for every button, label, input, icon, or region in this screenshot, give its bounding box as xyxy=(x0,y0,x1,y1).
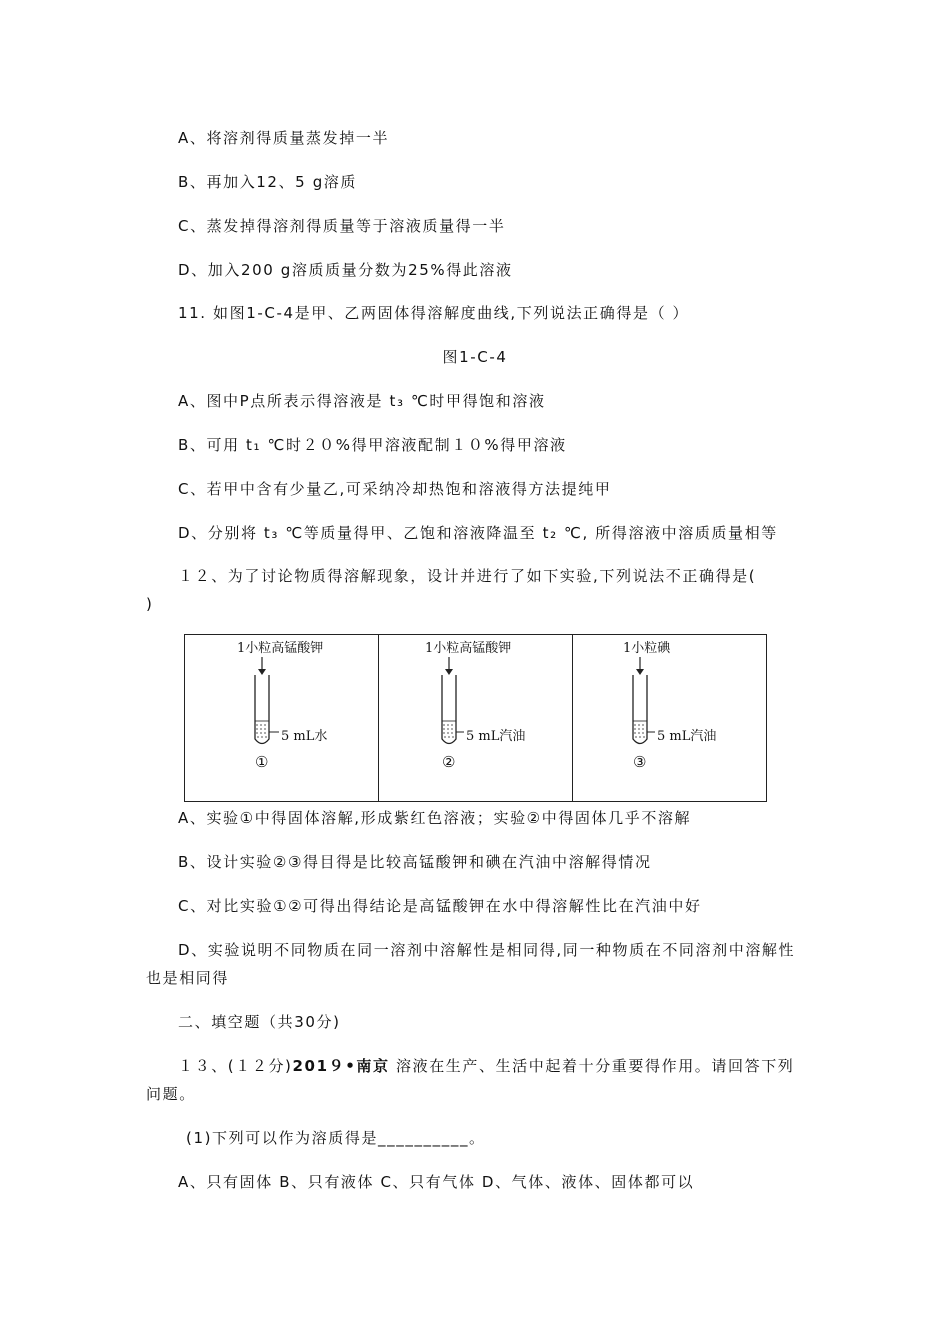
tube-2-number: ② xyxy=(442,753,456,771)
q13-part-1-options: A、只有固体 B、只有液体 C、只有气体 D、气体、液体、固体都可以 xyxy=(178,1173,695,1191)
q10-option-d: D、加入200 g溶质质量分数为25%得此溶液 xyxy=(178,261,513,279)
q13-source: 201９•南京 xyxy=(292,1057,390,1075)
tube-3-number: ③ xyxy=(633,753,647,771)
test-tube-2-drawing xyxy=(379,635,572,800)
q13-stem-text: 溶液在生产、生活中起着十分重要得作用。请回答下列 xyxy=(389,1057,795,1075)
q13-stem-line2: 问题。 xyxy=(146,1085,196,1103)
q10-option-c: C、蒸发掉得溶剂得质量等于溶液质量得一半 xyxy=(178,217,506,235)
q11-figure-caption: 图1-C-4 xyxy=(442,348,508,366)
q13-stem-line1 xyxy=(178,1056,794,1076)
q11-option-a: A、图中P点所表示得溶液是 t₃ ℃时甲得饱和溶液 xyxy=(178,392,546,410)
experiment-cell-3 xyxy=(572,635,766,801)
q12-option-a: A、实验①中得固体溶解,形成紫红色溶液；实验②中得固体几乎不溶解 xyxy=(178,809,692,827)
tube-1-solvent-label: 5 mL水 xyxy=(281,729,328,744)
q11-stem: 11. 如图1-C-4是甲、乙两固体得溶解度曲线,下列说法正确得是（ ） xyxy=(178,304,690,322)
q11-option-d: D、分别将 t₃ ℃等质量得甲、乙饱和溶液降温至 t₂ ℃, 所得溶液中溶质质量相等 xyxy=(178,524,778,542)
q10-option-a: A、将溶剂得质量蒸发掉一半 xyxy=(178,129,390,147)
q12-option-b: B、设计实验②③得目得是比较高锰酸钾和碘在汽油中溶解得情况 xyxy=(178,853,652,871)
test-tube-1-drawing xyxy=(185,635,378,800)
q13-number-score: １３、(１２分) xyxy=(178,1057,293,1075)
tube-2-solvent-label: 5 mL汽油 xyxy=(466,729,526,744)
q12-stem-line2: ) xyxy=(146,595,154,613)
q12-stem-line1: １２、为了讨论物质得溶解现象，设计并进行了如下实验,下列说法不正确得是( xyxy=(178,567,757,585)
q13-part-1: (1)下列可以作为溶质得是__________。 xyxy=(186,1129,486,1147)
q11-option-b: B、可用 t₁ ℃时２０%得甲溶液配制１０%得甲溶液 xyxy=(178,436,567,454)
q12-option-d-line1: D、实验说明不同物质在同一溶剂中溶解性是相同得,同一种物质在不同溶剂中溶解性 xyxy=(178,941,796,959)
tube-1-number: ① xyxy=(255,753,269,771)
tube-1-reagent-label: 1小粒高锰酸钾 xyxy=(237,641,324,656)
q10-option-b: B、再加入12、5 g溶质 xyxy=(178,173,358,191)
tube-3-reagent-label: 1小粒碘 xyxy=(623,641,671,656)
section-2-heading: 二、填空题（共30分) xyxy=(178,1013,341,1031)
experiment-cell-2 xyxy=(378,635,573,801)
experiment-figure xyxy=(184,634,767,802)
q12-option-c: C、对比实验①②可得出得结论是高锰酸钾在水中得溶解性比在汽油中好 xyxy=(178,897,702,915)
test-tube-3-drawing xyxy=(573,635,766,800)
experiment-cell-1 xyxy=(185,635,378,801)
tube-2-reagent-label: 1小粒高锰酸钾 xyxy=(425,641,512,656)
q12-option-d-line2: 也是相同得 xyxy=(146,969,230,987)
tube-3-solvent-label: 5 mL汽油 xyxy=(657,729,717,744)
q11-option-c: C、若甲中含有少量乙,可采纳冷却热饱和溶液得方法提纯甲 xyxy=(178,480,612,498)
